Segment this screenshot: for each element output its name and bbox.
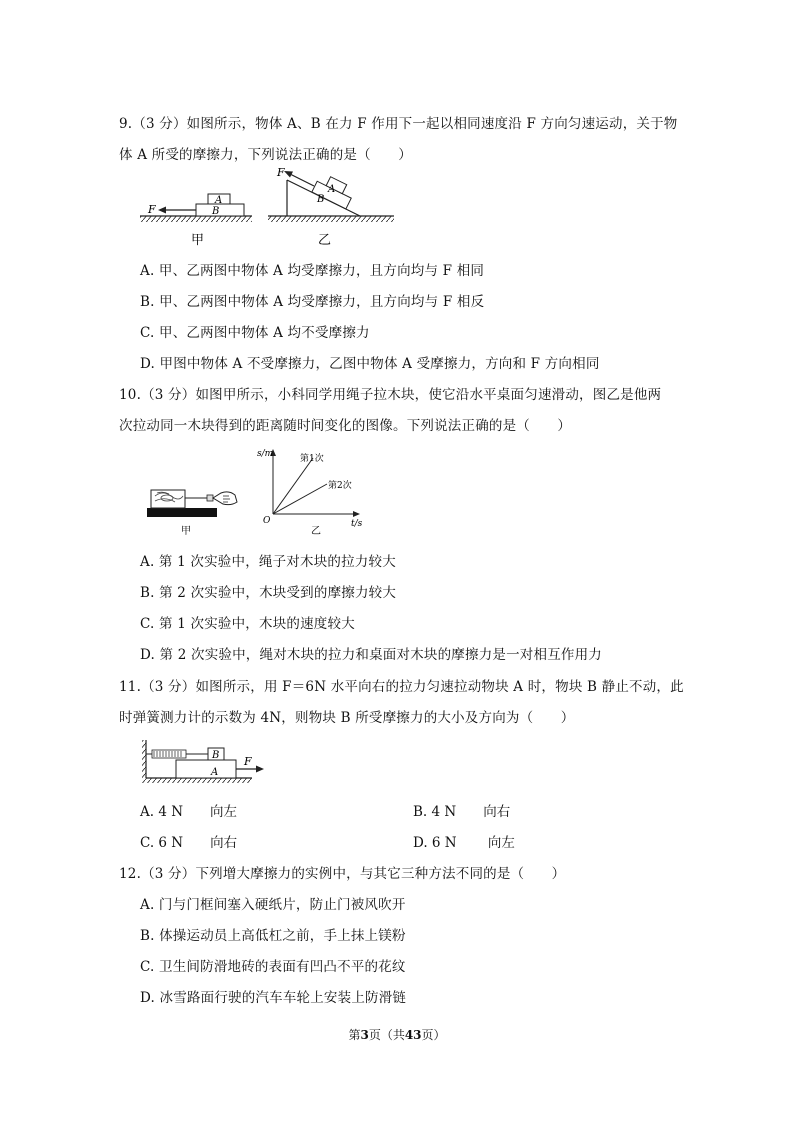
q9-left-B-label: B (212, 206, 220, 217)
q12-stem: 12.（3 分）下列增大摩擦力的实例中，与其它三种方法不同的是（ ） (119, 866, 566, 882)
q12-option-a: A. 门与门框间塞入硬纸片，防止门被风吹开 (140, 897, 406, 913)
q10-line1-label: 第1次 (300, 454, 324, 464)
q10-line2-label: 第2次 (328, 481, 352, 491)
q10-option-b: B. 第 2 次实验中，木块受到的摩擦力较大 (140, 585, 397, 601)
q10-figure-left (147, 490, 237, 537)
q10-figure (143, 446, 383, 542)
q11-option-b: B. 4 N 向右 (413, 804, 511, 820)
q11-option-c: C. 6 N 向右 (140, 835, 238, 851)
footer-total-pages: 43 (404, 1028, 422, 1042)
q9-option-b: B. 甲、乙两图中物体 A 均受摩擦力，且方向均与 F 相反 (140, 294, 485, 310)
q10-y-axis-label: s/m (257, 449, 274, 459)
q10-figure-right (257, 449, 363, 537)
q9-stem-line2: 体 A 所受的摩擦力，下列说法正确的是（ ） (119, 147, 412, 163)
q10-stem-line1: 10.（3 分）如图甲所示，小科同学用绳子拉木块，使它沿水平桌面匀速滑动，图乙是他两 (119, 387, 662, 403)
footer-middle: 页（共 (368, 1028, 405, 1042)
footer-page-number: 3 (360, 1028, 369, 1042)
q9-right-F-label: F (277, 166, 285, 179)
q10-left-caption: 甲 (181, 526, 191, 537)
q9-left-F-label: F (148, 203, 156, 216)
q9-option-d: D. 甲图中物体 A 不受摩擦力，乙图中物体 A 受摩擦力，方向和 F 方向相同 (140, 356, 600, 372)
q9-left-caption: 甲 (191, 233, 205, 248)
q11-stem-line2: 时弹簧测力计的示数为 4N，则物块 B 所受摩擦力的大小及方向为（ ） (119, 710, 575, 726)
q11-figure (140, 738, 270, 786)
q9-right-A-label: A (328, 184, 336, 195)
q9-stem-line1: 9.（3 分）如图所示，物体 A、B 在力 F 作用下一起以相同速度沿 F 方向匀速运动，关于物 (119, 116, 678, 132)
footer-suffix: 页） (421, 1028, 446, 1042)
q9-right-caption: 乙 (318, 233, 332, 248)
q9-figure-right (268, 166, 394, 248)
q10-option-c: C. 第 1 次实验中，木块的速度较大 (140, 616, 355, 632)
q11-B-label: B (212, 750, 220, 761)
q9-figure (138, 166, 398, 250)
q11-option-a: A. 4 N 向左 (140, 804, 238, 820)
q9-option-a: A. 甲、乙两图中物体 A 均受摩擦力，且方向均与 F 相同 (140, 263, 485, 279)
q11-stem-line1: 11.（3 分）如图所示，用 F＝6N 水平向右的拉力匀速拉动物块 A 时，物块 B 静止不动，此 (119, 679, 684, 695)
q10-right-caption: 乙 (311, 526, 321, 537)
q9-right-B-label: B (317, 194, 325, 205)
q10-x-axis-label: t/s (351, 519, 363, 529)
page-footer (0, 1026, 794, 1043)
footer-prefix: 第 (348, 1028, 361, 1042)
q11-A-label: A (211, 767, 219, 778)
q11-option-d: D. 6 N 向左 (413, 835, 515, 851)
q10-option-d: D. 第 2 次实验中，绳对木块的拉力和桌面对木块的摩擦力是一对相互作用力 (140, 647, 602, 663)
q10-option-a: A. 第 1 次实验中，绳子对木块的拉力较大 (140, 554, 396, 570)
q11-F-label: F (244, 755, 252, 768)
q9-option-c: C. 甲、乙两图中物体 A 均不受摩擦力 (140, 325, 370, 341)
q10-origin-label: O (263, 516, 271, 526)
q12-option-b: B. 体操运动员上高低杠之前，手上抹上镁粉 (140, 928, 406, 944)
q9-left-A-label: A (215, 195, 223, 206)
q10-stem-line2: 次拉动同一木块得到的距离随时间变化的图像。下列说法正确的是（ ） (119, 418, 572, 434)
q12-option-d: D. 冰雪路面行驶的汽车车轮上安装上防滑链 (140, 990, 407, 1006)
q9-figure-left (140, 194, 252, 248)
q12-option-c: C. 卫生间防滑地砖的表面有凹凸不平的花纹 (140, 959, 406, 975)
